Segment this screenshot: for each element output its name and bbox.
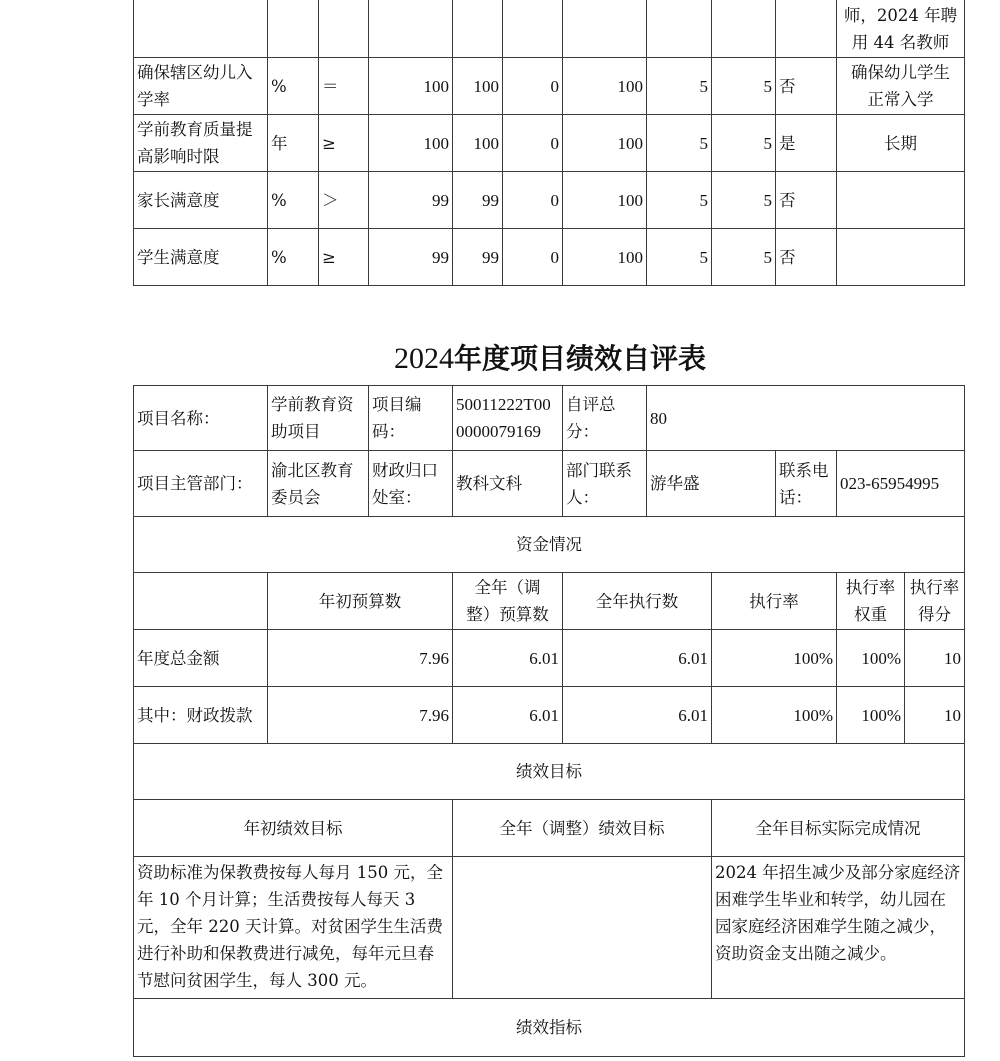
self-evaluation-table — [133, 385, 965, 1057]
table-row — [134, 172, 965, 229]
deviation-cell: 0 — [503, 229, 563, 286]
initial-goal-header: 年初绩效目标 — [134, 800, 453, 857]
score-label: 自评总 分： — [563, 386, 647, 451]
performance-indicator-table-continued — [133, 0, 965, 286]
weight-cell: 5 — [647, 172, 712, 229]
weight-cell: 5 — [647, 229, 712, 286]
table-row — [134, 744, 965, 800]
indicator-cell: 确保辖区幼儿入 学率 — [134, 58, 268, 115]
unit-cell: 年 — [268, 115, 319, 172]
table-row — [134, 999, 965, 1057]
initial-budget-cell: 7.96 — [268, 630, 453, 687]
page-title — [0, 337, 1000, 381]
completion-cell: 100 — [563, 115, 647, 172]
initial-budget-header: 年初预算数 — [268, 573, 453, 630]
unit-cell: % — [268, 58, 319, 115]
indicator-cell: 学生满意度 — [134, 229, 268, 286]
adjusted-goal-header: 全年（调整）绩效目标 — [453, 800, 712, 857]
executed-header: 全年执行数 — [563, 573, 712, 630]
symbol-cell: ＝ — [319, 58, 369, 115]
indicator-cell: 学前教育质量提 高影响时限 — [134, 115, 268, 172]
actual-completion-text: 2024 年招生减少及部分家庭经济困难学生毕业和转学，幼儿园在园家庭经济困难学生随之减少，资助资金支出随之减少。 — [712, 857, 965, 999]
execution-rate-cell: 100% — [712, 630, 837, 687]
flag-cell: 否 — [776, 229, 837, 286]
table-row — [134, 229, 965, 286]
table-row — [134, 58, 965, 115]
score-cell: 5 — [712, 115, 776, 172]
project-name-label: 项目名称： — [134, 386, 268, 451]
remark-cell: 确保幼儿学生 正常入学 — [837, 58, 965, 115]
completion-cell: 100 — [563, 229, 647, 286]
unit-cell: % — [268, 172, 319, 229]
rate-score-cell: 10 — [905, 630, 965, 687]
table-row — [134, 573, 965, 630]
project-code-value: 50011222T00 0000079169 — [453, 386, 563, 451]
actual-cell: 99 — [453, 172, 503, 229]
deviation-cell: 0 — [503, 115, 563, 172]
department-label: 项目主管部门： — [134, 451, 268, 517]
weight-cell: 5 — [647, 115, 712, 172]
completion-cell: 100 — [563, 58, 647, 115]
symbol-cell: ＞ — [319, 172, 369, 229]
actual-cell: 99 — [453, 229, 503, 286]
target-cell: 99 — [369, 229, 453, 286]
execution-rate-cell: 100% — [712, 687, 837, 744]
project-name-value: 学前教育资 助项目 — [268, 386, 369, 451]
actual-completion-header: 全年目标实际完成情况 — [712, 800, 965, 857]
table-row — [134, 630, 965, 687]
target-cell: 99 — [369, 172, 453, 229]
table-row — [134, 0, 965, 58]
symbol-cell: ≥ — [319, 229, 369, 286]
adjusted-budget-cell: 6.01 — [453, 687, 563, 744]
department-value: 渝北区教育 委员会 — [268, 451, 369, 517]
rate-weight-cell: 100% — [837, 630, 905, 687]
goals-section-heading: 绩效目标 — [134, 744, 965, 800]
score-cell: 5 — [712, 172, 776, 229]
rate-weight-cell: 100% — [837, 687, 905, 744]
adjusted-goal-text — [453, 857, 712, 999]
flag-cell: 是 — [776, 115, 837, 172]
actual-cell: 100 — [453, 58, 503, 115]
project-code-label: 项目编 码： — [369, 386, 453, 451]
table-row — [134, 451, 965, 517]
remark-cell — [837, 229, 965, 286]
rate-score-cell: 10 — [905, 687, 965, 744]
table-row — [134, 857, 965, 999]
contact-value: 游华盛 — [647, 451, 776, 517]
funds-section-heading: 资金情况 — [134, 517, 965, 573]
table-row — [134, 800, 965, 857]
office-label: 财政归口 处室： — [369, 451, 453, 517]
flag-cell: 否 — [776, 58, 837, 115]
execution-rate-header: 执行率 — [712, 573, 837, 630]
phone-label: 联系电 话： — [776, 451, 837, 517]
rate-weight-header: 执行率 权重 — [837, 573, 905, 630]
title-year: 2024 — [393, 342, 454, 375]
table-row — [134, 386, 965, 451]
title-text: 年度项目绩效自评表 — [453, 342, 706, 375]
deviation-cell: 0 — [503, 58, 563, 115]
target-cell: 100 — [369, 58, 453, 115]
initial-budget-cell: 7.96 — [268, 687, 453, 744]
flag-cell: 否 — [776, 172, 837, 229]
score-cell: 5 — [712, 58, 776, 115]
funds-row-label: 年度总金额 — [134, 630, 268, 687]
indicator-cell: 家长满意度 — [134, 172, 268, 229]
actual-cell: 100 — [453, 115, 503, 172]
phone-value: 023-65954995 — [837, 451, 965, 517]
funds-row-label: 其中：财政拨款 — [134, 687, 268, 744]
remark-cell — [837, 172, 965, 229]
table-row — [134, 115, 965, 172]
initial-goal-text: 资助标准为保教费按每人每月 150 元，全年 10 个月计算；生活费按每人每天 3 元，全年 220 天计算。对贫困学生生活费进行补助和保教费进行减免，每年元旦春节慰问贫困学生，每人 300 元。 — [134, 857, 453, 999]
unit-cell: % — [268, 229, 319, 286]
weight-cell: 5 — [647, 58, 712, 115]
remark-cell: 师，2024 年聘 用 44 名教师 — [837, 0, 965, 58]
score-value: 80 — [647, 386, 965, 451]
indicators-section-heading: 绩效指标 — [134, 999, 965, 1057]
target-cell: 100 — [369, 115, 453, 172]
remark-cell: 长期 — [837, 115, 965, 172]
deviation-cell: 0 — [503, 172, 563, 229]
symbol-cell: ≥ — [319, 115, 369, 172]
office-value: 教科文科 — [453, 451, 563, 517]
executed-cell: 6.01 — [563, 687, 712, 744]
contact-label: 部门联系 人： — [563, 451, 647, 517]
table-row — [134, 687, 965, 744]
rate-score-header: 执行率 得分 — [905, 573, 965, 630]
adjusted-budget-header: 全年（调 整）预算数 — [453, 573, 563, 630]
adjusted-budget-cell: 6.01 — [453, 630, 563, 687]
executed-cell: 6.01 — [563, 630, 712, 687]
completion-cell: 100 — [563, 172, 647, 229]
table-row — [134, 517, 965, 573]
score-cell: 5 — [712, 229, 776, 286]
